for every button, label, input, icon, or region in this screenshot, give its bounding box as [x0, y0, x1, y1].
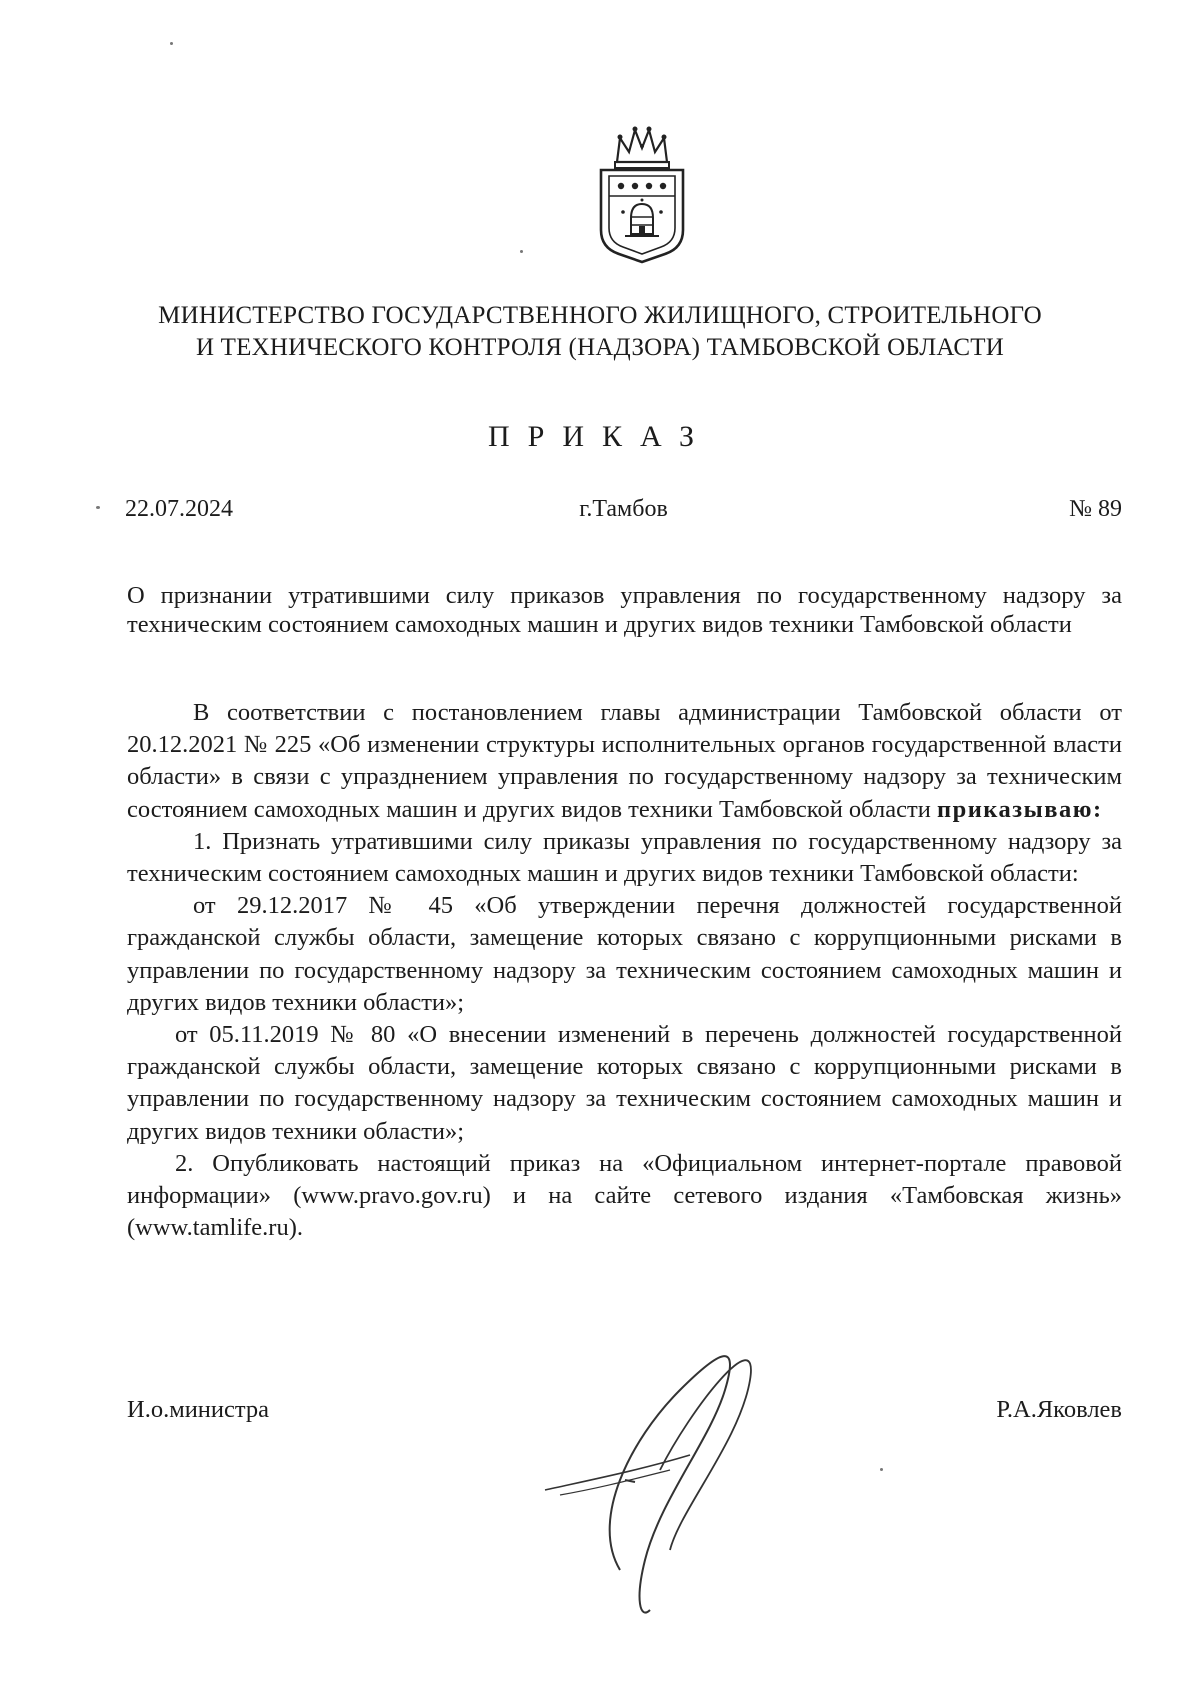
ministry-name-line-2: И ТЕХНИЧЕСКОГО КОНТРОЛЯ (НАДЗОРА) ТАМБОВСКОЙ ОБЛАСТИ	[195, 334, 1005, 361]
document-date: 22.07.2024	[125, 496, 233, 522]
ministry-name	[100, 300, 1100, 364]
document-body	[127, 697, 1122, 1244]
order-word: приказываю:	[936, 795, 1103, 823]
item-1-sub-2: от 05.11.2019 № 80 «О внесении изменений в перечень должностей государственной гражданской службы области, замещение которых связано с коррупционными рисками в управлении по государственному надзору за техническим состоянием самоходных машин и других видов техники области»;	[127, 1021, 1122, 1145]
ministry-name-line-1: МИНИСТЕРСТВО ГОСУДАРСТВЕННОГО ЖИЛИЩНОГО, СТРОИТЕЛЬНОГО	[158, 302, 1042, 329]
document-type-title: ПРИКАЗ	[488, 420, 712, 453]
signatory-name: Р.А.Яковлев	[996, 1396, 1122, 1423]
tambov-region-coat-of-arms-icon	[587, 122, 697, 264]
document-city: г.Тамбов	[579, 496, 668, 522]
item-1: 1. Признать утратившими силу приказы управления по государственному надзору за техническим состоянием самоходных машин и других видов техники Тамбовской области:	[127, 827, 1122, 888]
item-1-sub-1: от 29.12.2017 № 45 «Об утверждении перечня должностей государственной гражданской службы области, замещение которых связано с коррупционными рисками в управлении по государственному надзору за техническим состоянием самоходных машин и других видов техники области»;	[127, 892, 1122, 1016]
handwritten-signature-icon	[530, 1320, 770, 1630]
document-meta-row	[125, 496, 1122, 530]
preamble-paragraph	[127, 697, 1122, 826]
scan-speck	[520, 250, 523, 253]
scan-speck	[170, 42, 173, 45]
scan-speck	[96, 506, 100, 509]
preamble-text: В соответствии с постановлением главы администрации Тамбовской области от 20.12.2021 № 225 «Об изменении структуры исполнительных органов государственной власти области» в связи с упразднением управления по государственному надзору за техническим состоянием самоходных машин и других видов техники Тамбовской области	[127, 699, 1122, 823]
scan-speck	[880, 1468, 883, 1471]
item-2: 2. Опубликовать настоящий приказ на «Официальном интернет-портале правовой информации» (www.pravo.gov.ru) и на сайте сетевого издания «Тамбовская жизнь» (www.tamlife.ru).	[127, 1149, 1122, 1242]
signatory-position: И.о.министра	[127, 1396, 270, 1423]
document-number: № 89	[1069, 496, 1122, 522]
document-subject: О признании утратившими силу приказов управления по государственному надзору за техническим состоянием самоходных машин и других видов техники Тамбовской области	[127, 582, 1122, 638]
